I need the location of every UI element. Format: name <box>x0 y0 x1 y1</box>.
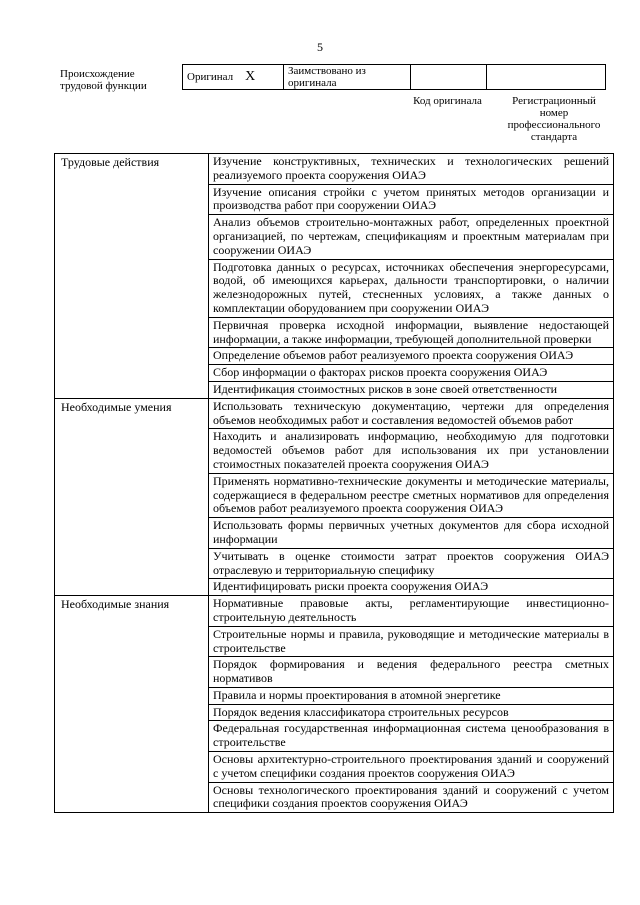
section-item: Изучение конструктивных, технических и технологических решений реализуемого проекта сооружения ОИАЭ <box>209 154 614 185</box>
section-item: Изучение описания стройки с учетом принятых методов организации и производства работ при сооружении ОИАЭ <box>209 184 614 215</box>
section-item: Первичная проверка исходной информации, выявление недостающей информации, а также информации, требующей дополнительной проверки <box>209 317 614 348</box>
origin-mark: X <box>245 69 256 84</box>
section-label: Трудовые действия <box>55 154 209 399</box>
section-item: Основы технологического проектирования зданий и сооружений с учетом специфики создания проектов сооружения ОИАЭ <box>209 782 614 813</box>
table-row <box>55 154 614 185</box>
table-row <box>55 596 614 627</box>
section-label: Необходимые знания <box>55 596 209 813</box>
section-label: Необходимые умения <box>55 398 209 595</box>
table-row <box>55 398 614 429</box>
code-caption: Код оригинала <box>413 95 482 107</box>
section-item: Правила и нормы проектирования в атомной энергетике <box>209 687 614 704</box>
function-table <box>54 153 614 813</box>
section-item: Учитывать в оценке стоимости затрат проектов сооружения ОИАЭ отраслевую и территориальную специфику <box>209 548 614 579</box>
reg-number-caption: Регистрационный номер профессионального стандарта <box>507 95 601 143</box>
origin-borrowed-cell: Заимствовано из оригинала <box>284 65 411 90</box>
section-item: Определение объемов работ реализуемого проекта сооружения ОИАЭ <box>209 348 614 365</box>
section-item: Порядок ведения классификатора строительных ресурсов <box>209 704 614 721</box>
section-item: Федеральная государственная информационная система ценообразования в строительстве <box>209 721 614 752</box>
section-item: Находить и анализировать информацию, необходимую для подготовки ведомостей объемов работ для использования их при установлении стоимостных показателей проекта сооружения ОИАЭ <box>209 429 614 473</box>
origin-label: Происхождение трудовой функции <box>60 68 147 92</box>
origin-reg-cell <box>487 65 606 90</box>
origin-original-cell <box>183 65 284 90</box>
page-number: 5 <box>317 40 323 54</box>
section-item: Идентифицировать риски проекта сооружения ОИАЭ <box>209 579 614 596</box>
section-item: Строительные нормы и правила, руководящие и методические материалы в строительстве <box>209 626 614 657</box>
origin-code-cell <box>411 65 487 90</box>
section-item: Применять нормативно-технические документы и методические материалы, содержащиеся в федеральном реестре сметных нормативов для определения объемов работ реализуемого проекта сооружения ОИАЭ <box>209 473 614 517</box>
section-item: Основы архитектурно-строительного проектирования зданий и сооружений с учетом специфики создания проектов сооружения ОИАЭ <box>209 752 614 783</box>
section-item: Использовать формы первичных учетных документов для сбора исходной информации <box>209 518 614 549</box>
section-item: Анализ объемов строительно-монтажных работ, определенных проектной организацией, по чертежам, спецификациям и проектным материалам при сооружении ОИАЭ <box>209 215 614 259</box>
section-item: Порядок формирования и ведения федерального реестра сметных нормативов <box>209 657 614 688</box>
origin-table <box>182 64 606 90</box>
section-item: Нормативные правовые акты, регламентирующие инвестиционно-строительную деятельность <box>209 596 614 627</box>
section-item: Идентификация стоимостных рисков в зоне своей ответственности <box>209 381 614 398</box>
section-item: Сбор информации о факторах рисков проекта сооружения ОИАЭ <box>209 365 614 382</box>
origin-original-label: Оригинал <box>187 71 234 83</box>
section-item: Использовать техническую документацию, чертежи для определения объемов необходимых работ и составления ведомостей объемов работ <box>209 398 614 429</box>
section-item: Подготовка данных о ресурсах, источниках обеспечения энергоресурсами, водой, об имеющихся карьерах, дальности транспортировки, о наличии железнодорожных путей, стесненных условиях, а также данных о комплектации оборудованием при сооружении ОИАЭ <box>209 259 614 317</box>
